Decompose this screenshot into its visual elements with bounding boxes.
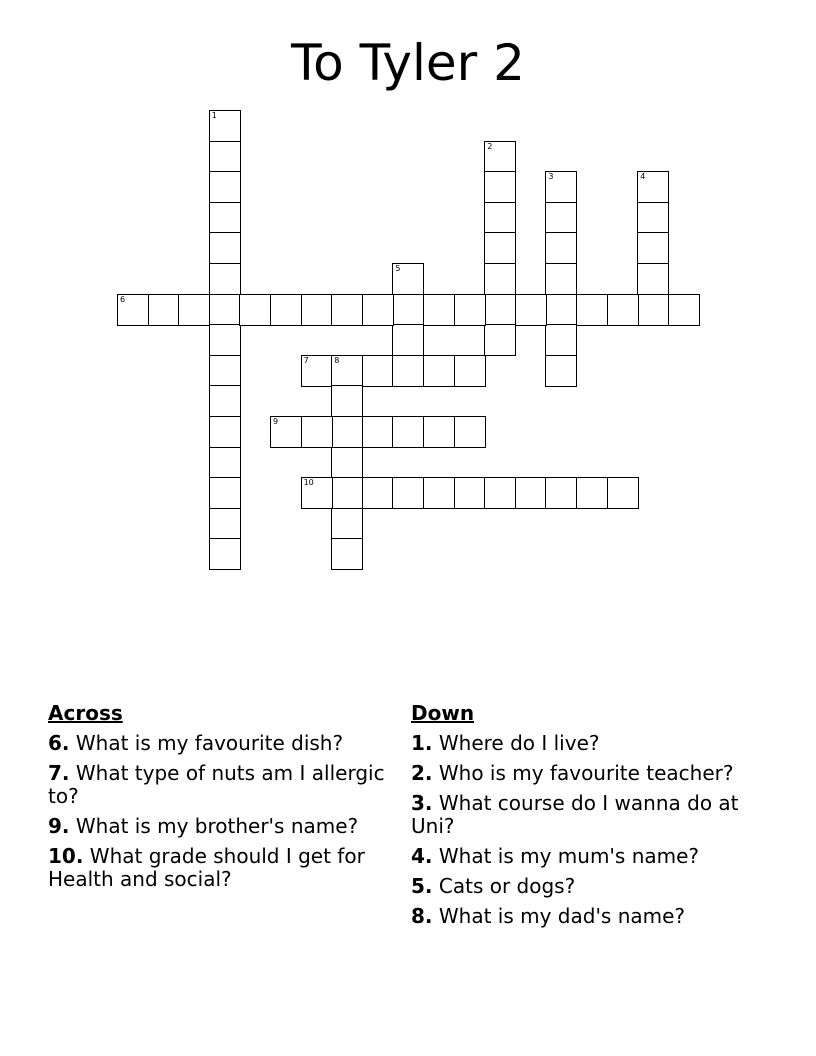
clue-down-2: 2. Who is my favourite teacher? (411, 761, 734, 785)
grid-cell[interactable] (331, 294, 363, 326)
grid-cell[interactable] (209, 202, 241, 234)
grid-cell[interactable] (270, 294, 302, 326)
grid-cell[interactable] (454, 477, 486, 509)
clue-down-3: 3. What course do I wanna do at Uni? (411, 791, 739, 838)
grid-cell[interactable] (515, 477, 547, 509)
grid-cell[interactable] (362, 294, 394, 326)
grid-cell[interactable] (484, 232, 516, 264)
grid-cell[interactable] (545, 324, 577, 356)
grid-cell[interactable] (331, 416, 363, 448)
grid-cell[interactable] (637, 171, 669, 203)
grid-cell[interactable] (209, 477, 241, 509)
grid-cell[interactable] (270, 416, 302, 448)
grid-cell[interactable] (209, 171, 241, 203)
grid-cell[interactable] (423, 416, 455, 448)
grid-cell[interactable] (484, 294, 516, 326)
grid-cell[interactable] (209, 416, 241, 448)
grid-cell[interactable] (423, 355, 455, 387)
grid-cell[interactable] (178, 294, 210, 326)
grid-cell[interactable] (209, 355, 241, 387)
grid-cell[interactable] (484, 324, 516, 356)
grid-cell[interactable] (607, 294, 639, 326)
grid-cell[interactable] (576, 294, 608, 326)
clue-across-10: 10. What grade should I get for Health and social? (48, 844, 365, 891)
clue-number: 2 (487, 141, 493, 151)
grid-cell[interactable] (454, 416, 486, 448)
grid-cell[interactable] (331, 508, 363, 540)
grid-cell[interactable] (576, 477, 608, 509)
grid-cell[interactable] (484, 477, 516, 509)
across-heading: Across (48, 701, 123, 725)
grid-cell[interactable] (239, 294, 271, 326)
grid-cell[interactable] (362, 477, 394, 509)
grid-cell[interactable] (392, 477, 424, 509)
grid-cell[interactable] (362, 416, 394, 448)
grid-cell[interactable] (545, 263, 577, 295)
grid-cell[interactable] (331, 447, 363, 479)
grid-cell[interactable] (668, 294, 700, 326)
grid-cell[interactable] (454, 355, 486, 387)
grid-cell[interactable] (301, 355, 333, 387)
clue-number: 6 (120, 294, 126, 304)
grid-cell[interactable] (148, 294, 180, 326)
grid-cell[interactable] (331, 477, 363, 509)
grid-cell[interactable] (209, 385, 241, 417)
grid-cell[interactable] (545, 202, 577, 234)
grid-cell[interactable] (484, 171, 516, 203)
grid-cell[interactable] (392, 263, 424, 295)
grid-cell[interactable] (637, 202, 669, 234)
grid-cell[interactable] (454, 294, 486, 326)
grid-cell[interactable] (209, 294, 241, 326)
grid-cell[interactable] (209, 232, 241, 264)
clue-number: 4 (640, 172, 646, 182)
grid-cell[interactable] (301, 416, 333, 448)
grid-cell[interactable] (331, 538, 363, 570)
clue-down-5: 5. Cats or dogs? (411, 874, 576, 898)
clue-number: 1 (211, 111, 217, 120)
grid-cell[interactable] (301, 294, 333, 326)
grid-cell[interactable] (331, 355, 363, 387)
grid-cell[interactable] (484, 263, 516, 295)
clue-down-1: 1. Where do I live? (411, 731, 600, 755)
clue-number: 3 (548, 172, 554, 182)
grid-cell[interactable] (209, 508, 241, 540)
down-clues (411, 702, 751, 935)
clue-down-8: 8. What is my dad's name? (411, 904, 686, 928)
grid-cell[interactable] (209, 324, 241, 356)
grid-cell[interactable] (392, 294, 424, 326)
grid-cell[interactable] (637, 232, 669, 264)
clue-across-9: 9. What is my brother's name? (48, 814, 359, 838)
grid-cell[interactable] (515, 294, 547, 326)
grid-cell[interactable] (545, 294, 577, 326)
grid-cell[interactable] (545, 232, 577, 264)
clue-number: 5 (395, 264, 401, 273)
grid-cell[interactable] (301, 477, 333, 509)
clue-number: 10 (303, 478, 314, 488)
clue-number: 7 (303, 355, 309, 365)
clue-number: 9 (273, 417, 279, 426)
clue-number: 8 (334, 355, 340, 365)
across-clues (48, 702, 398, 898)
grid-cell[interactable] (545, 171, 577, 203)
grid-cell[interactable] (209, 447, 241, 479)
grid-cell[interactable] (637, 294, 669, 326)
grid-cell[interactable] (209, 538, 241, 570)
grid-cell[interactable] (607, 477, 639, 509)
grid-cell[interactable] (209, 110, 241, 142)
puzzle-title: To Tyler 2 (291, 34, 525, 92)
grid-cell[interactable] (117, 294, 149, 326)
grid-cell[interactable] (331, 385, 363, 417)
grid-cell[interactable] (637, 263, 669, 295)
grid-cell[interactable] (545, 355, 577, 387)
clue-across-7: 7. What type of nuts am I allergic to? (48, 761, 385, 808)
grid-cell[interactable] (209, 263, 241, 295)
down-heading: Down (411, 701, 475, 725)
grid-cell[interactable] (392, 324, 424, 356)
grid-cell[interactable] (392, 355, 424, 387)
grid-cell[interactable] (362, 355, 394, 387)
clue-across-6: 6. What is my favourite dish? (48, 731, 344, 755)
grid-cell[interactable] (423, 477, 455, 509)
clue-down-4: 4. What is my mum's name? (411, 844, 700, 868)
grid-cell[interactable] (484, 141, 516, 173)
grid-cell[interactable] (484, 202, 516, 234)
grid-cell[interactable] (209, 141, 241, 173)
grid-cell[interactable] (392, 416, 424, 448)
grid-cell[interactable] (423, 294, 455, 326)
grid-cell[interactable] (545, 477, 577, 509)
